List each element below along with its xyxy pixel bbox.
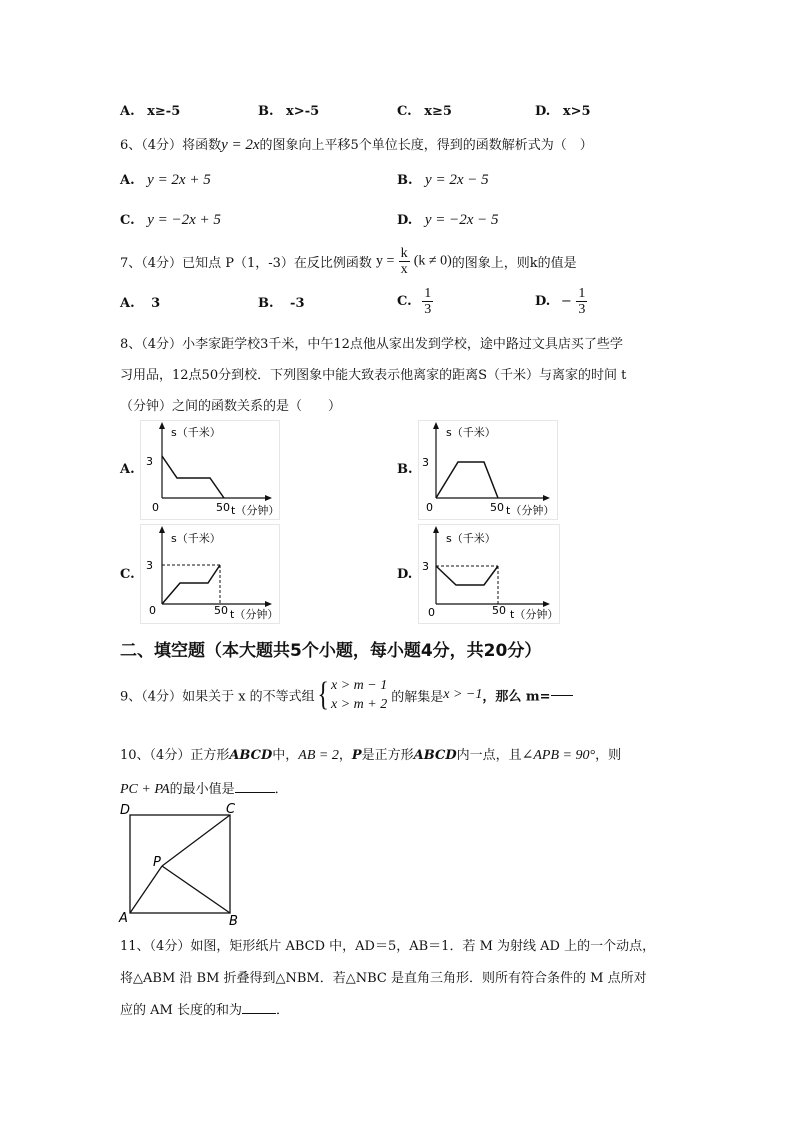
q8-graph-d[interactable] — [418, 524, 560, 624]
option-label: C. — [120, 213, 135, 228]
q6-option-d[interactable] — [397, 212, 499, 229]
vertex-label-c: C — [226, 802, 236, 817]
y-axis-label: s（千米） — [446, 532, 496, 545]
origin-label: 0 — [152, 501, 159, 514]
q10-text-b: 中， — [272, 748, 299, 763]
q6-option-c[interactable] — [120, 212, 221, 229]
x-axis-label: t（分钟） — [506, 504, 555, 517]
option-text: y = −2x + 5 — [147, 212, 221, 228]
option-text: x>-5 — [286, 104, 320, 119]
question-score: （4分） — [141, 138, 183, 153]
q8-stem-line2: 习用品，12点50分到校．下列图象中能大致表示他离家的距离S（千米）与离家的时间 t — [120, 368, 627, 383]
inequality-2: x > m + 2 — [331, 697, 388, 712]
x-axis-label: t（分钟） — [230, 608, 279, 621]
x-axis-arrow — [543, 495, 550, 501]
q6-text-a: 将函数 — [182, 138, 222, 153]
point-label-p: P — [153, 855, 161, 870]
q6-text-b: 的图象向上平移5个单位长度，得到的函数解析式为（ ） — [259, 138, 593, 153]
q7-stem — [120, 246, 577, 277]
answer-blank[interactable] — [235, 792, 275, 793]
q10-text-f: ，则 — [595, 748, 622, 763]
option-sign: − — [560, 294, 572, 309]
option-text: y = −2x − 5 — [424, 212, 499, 228]
q7-option-b[interactable] — [258, 296, 305, 311]
fraction-denominator: 3 — [424, 302, 432, 317]
square-name: ABCD — [229, 748, 273, 763]
option-text: -3 — [290, 296, 305, 311]
q10-stem-line2 — [120, 778, 288, 798]
q9-text-a: 如果关于 x 的不等式组 — [182, 689, 315, 705]
fraction-numerator: 1 — [578, 286, 586, 301]
question-score: （4分） — [141, 256, 183, 271]
q9-stem — [120, 676, 573, 714]
x-tick-label: 50 — [214, 604, 228, 617]
left-brace: { — [317, 676, 329, 713]
graph-line — [436, 566, 498, 585]
option-fraction — [422, 286, 433, 317]
q8-graph-c-label[interactable]: C. — [120, 567, 135, 582]
q6-option-a[interactable] — [120, 172, 211, 189]
q9-text-b: 的解集是 — [391, 689, 444, 705]
segment-pc — [162, 815, 230, 866]
q5-option-c[interactable] — [397, 104, 452, 119]
y-axis-arrow — [159, 526, 165, 533]
y-axis-arrow — [159, 422, 165, 429]
question-number: 6、 — [120, 138, 142, 153]
q8-graph-d-label[interactable]: D. — [397, 567, 413, 582]
q5-option-a[interactable] — [120, 104, 180, 119]
y-tick-label: 3 — [422, 456, 429, 469]
x-axis-arrow — [265, 495, 272, 501]
option-text: x>5 — [562, 104, 591, 119]
x-axis-arrow — [543, 601, 550, 607]
q10-text-d: 是正方形 — [361, 748, 414, 763]
graph-line — [162, 456, 224, 498]
vertex-label-a: A — [119, 911, 128, 926]
q6-stem — [120, 134, 593, 154]
option-label: B. — [258, 104, 274, 119]
question-score: （4分） — [149, 748, 191, 763]
x-axis-label: t（分钟） — [231, 504, 280, 517]
x-axis-label: t（分钟） — [510, 608, 559, 621]
q8-stem-line1 — [120, 333, 623, 352]
option-label: B. — [397, 173, 413, 188]
question-number: 8、 — [120, 337, 142, 352]
point-p: P — [351, 748, 362, 763]
q7-func-cond: (k ≠ 0) — [413, 253, 452, 269]
square-outline — [130, 815, 230, 913]
x-tick-label: 50 — [216, 501, 230, 514]
q10-end: ． — [274, 782, 288, 797]
option-label: B. — [258, 296, 274, 311]
option-text: y = 2x + 5 — [147, 172, 211, 188]
y-axis-label: s（千米） — [446, 426, 496, 439]
origin-label: 0 — [428, 606, 435, 619]
q8-graph-b-label[interactable]: B. — [397, 462, 413, 477]
q9-text-c: ，那么 m= — [482, 689, 551, 705]
q10-text-c: ， — [338, 748, 352, 763]
option-text: 3 — [151, 296, 161, 311]
square-name: ABCD — [413, 748, 457, 763]
fraction-denominator: 3 — [578, 302, 586, 317]
q11-end: ． — [275, 1003, 289, 1018]
q10-square-figure — [115, 800, 245, 930]
fraction-numerator: 1 — [424, 286, 432, 301]
q8-graph-b[interactable] — [418, 420, 558, 520]
q6-option-b[interactable] — [397, 172, 489, 189]
q10-expression: PC + PA — [120, 782, 170, 797]
question-number: 10、 — [120, 748, 150, 763]
y-tick-label: 3 — [146, 559, 153, 572]
option-label: D. — [535, 104, 551, 119]
answer-blank[interactable] — [551, 695, 573, 696]
q9-solution: x > −1 — [443, 687, 483, 702]
option-label: A. — [120, 173, 135, 188]
q11-stem-line1 — [120, 935, 655, 954]
origin-label: 0 — [149, 604, 156, 617]
segment-pa — [130, 866, 162, 913]
question-score: （4分） — [141, 689, 183, 705]
y-axis-label: s（千米） — [171, 426, 221, 439]
option-label: A. — [120, 104, 135, 119]
q8-graph-a-label[interactable]: A. — [120, 462, 135, 477]
q7-fraction — [399, 246, 410, 277]
origin-label: 0 — [426, 501, 433, 514]
section-title: 二、填空题（本大题共5个小题，每小题4分，共20分） — [120, 641, 542, 661]
q8-line1: 小李家距学校3千米，中午12点他从家出发到学校，途中路过文具店买了些学 — [182, 337, 623, 352]
question-score: （4分） — [141, 337, 183, 352]
q7-option-a[interactable] — [120, 296, 160, 311]
q8-graph-c[interactable] — [140, 524, 280, 624]
q8-graph-a[interactable] — [140, 420, 280, 520]
question-score: （4分） — [149, 939, 191, 954]
q5-option-b[interactable] — [258, 104, 319, 119]
q11-stem-line2: 将△ABM 沿 BM 折叠得到△NBM．若△NBC 是直角三角形．则所有符合条件的 M 点所对 — [120, 971, 647, 986]
vertex-label-d: D — [120, 803, 131, 818]
fraction-numerator: k — [400, 246, 408, 261]
q7-option-d[interactable] — [535, 286, 587, 317]
option-label: D. — [535, 294, 551, 309]
option-text: y = 2x − 5 — [425, 172, 489, 188]
x-tick-label: 50 — [492, 604, 506, 617]
x-tick-label: 50 — [490, 501, 504, 514]
graph-line — [162, 565, 220, 604]
y-tick-label: 3 — [422, 560, 429, 573]
q11-stem-line3 — [120, 999, 289, 1018]
option-fraction — [576, 286, 587, 317]
q7-option-c[interactable] — [397, 286, 433, 317]
answer-blank[interactable] — [242, 1013, 276, 1014]
q11-line3: 应的 AM 长度的和为 — [120, 1003, 242, 1018]
question-number: 11、 — [120, 939, 150, 954]
q10-stem-line1 — [120, 744, 621, 764]
q7-func-lhs: y = — [376, 253, 395, 269]
question-number: 7、 — [120, 256, 142, 271]
q7-text-b: 的图象上，则k的值是 — [451, 256, 577, 271]
y-axis-arrow — [433, 526, 439, 533]
graph-line — [436, 462, 498, 498]
q10-text-g: 的最小值是 — [169, 782, 235, 797]
option-label: C. — [397, 104, 412, 119]
option-text: x≥5 — [424, 104, 452, 119]
inequality-system — [331, 676, 387, 714]
vertex-label-b: B — [229, 914, 238, 929]
option-label: C. — [397, 294, 412, 309]
y-axis-label: s（千米） — [171, 532, 221, 545]
q5-option-d[interactable] — [535, 104, 591, 119]
q6-function: y = 2x — [221, 137, 260, 153]
q10-text-e: 内一点，且 — [456, 748, 522, 763]
option-label: A. — [120, 296, 135, 311]
q7-text-a: 已知点 P（1，-3）在反比例函数 — [182, 256, 372, 271]
q10-angle: ∠APB = 90° — [521, 748, 596, 763]
inequality-1: x > m − 1 — [331, 678, 388, 693]
q8-stem-line3: （分钟）之间的函数关系的是（ ） — [120, 399, 342, 414]
q10-ab: AB = 2 — [298, 748, 339, 763]
fraction-denominator: x — [400, 262, 408, 277]
y-axis-arrow — [433, 422, 439, 429]
q10-text-a: 正方形 — [190, 748, 230, 763]
x-axis-arrow — [265, 601, 272, 607]
option-label: D. — [397, 213, 413, 228]
question-number: 9、 — [120, 689, 142, 705]
y-tick-label: 3 — [146, 455, 153, 468]
q11-line1: 如图，矩形纸片 ABCD 中，AD＝5，AB＝1．若 M 为射线 AD 上的一个动点， — [190, 939, 656, 954]
segment-pb — [162, 866, 230, 913]
option-text: x≥-5 — [147, 104, 181, 119]
